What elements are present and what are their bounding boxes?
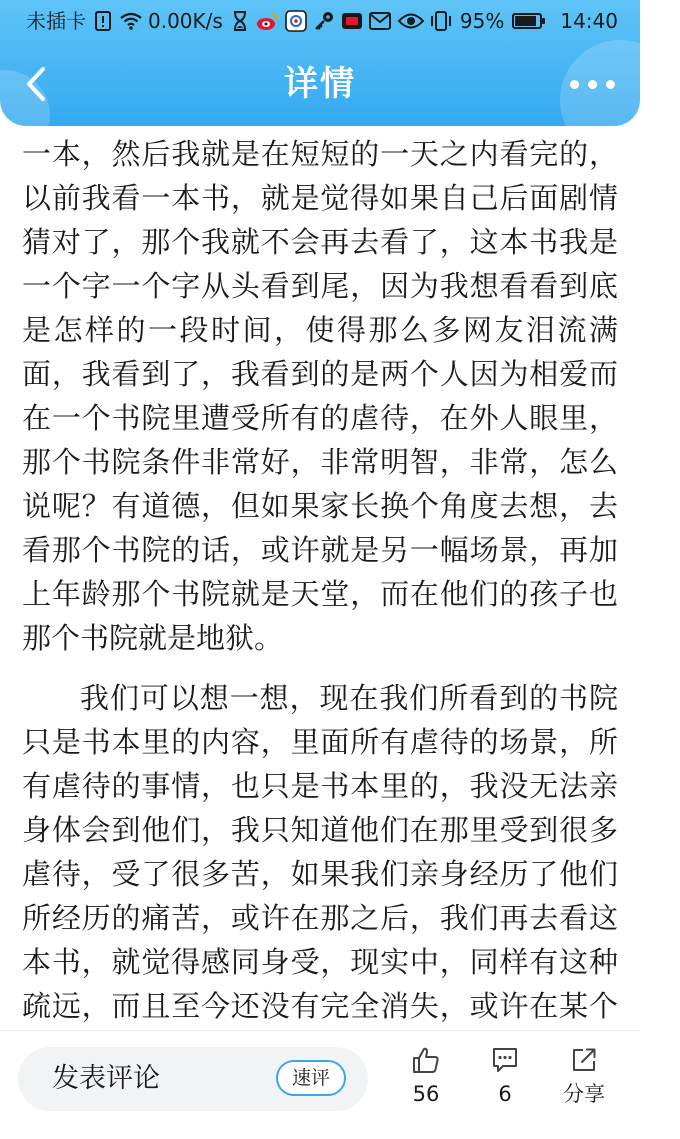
more-dot [606, 80, 615, 89]
like-count: 56 [412, 1082, 440, 1106]
article-paragraph: 一本，然后我就是在短短的一天之内看完的，以前我看一本书，就是觉得如果自己后面剧情猜对了，那个我就不会再去看了，这本书我是一个字一个字从头看到尾，因为我想看看到底是怎样的一段时间，使得那么多网友泪流满面，我看到了，我看到的是两个人因为相爱而在一个书院里遭受所有的虐待，在外人眼里，那个书院条件非常好，非常明智，非常，怎么说呢？有道德，但如果家长换个角度去想，去看那个书院的话，或许就是另一幅场景，再加上年龄那个书院就是天堂，而在他们的孩子也那个书院就是地狱。 [22, 137, 618, 655]
bottom-action-bar [0, 1030, 640, 1139]
thumbs-up-icon [411, 1045, 441, 1075]
article-paragraph: 我们可以想一想，现在我们所看到的书院只是书本里的内容，里面所有虐待的场景，所有虐待的事情，也只是书本里的，我没无法亲身体会到他们，我只知道他们在那里受到很多虐待，受了很多苦，如果我们亲身经历了他们所经历的痛苦，或许在那之后，我们再去看这本书，就觉得感同身受，现实中，同样有这种疏远，而且至今还没有完全消失，或许在某个 [22, 681, 618, 1023]
share-button[interactable] [549, 1045, 619, 1125]
share-icon [569, 1045, 599, 1075]
status-bar [0, 0, 640, 44]
article-body [22, 132, 618, 1030]
comment-button[interactable] [470, 1045, 540, 1125]
weibo-icon [257, 10, 279, 32]
battery-percent: 95% [459, 9, 505, 33]
hourglass-icon [229, 10, 251, 32]
more-dot [588, 80, 597, 89]
comment-count: 6 [498, 1082, 512, 1106]
sim-alert-icon [92, 10, 114, 32]
more-button[interactable] [562, 62, 622, 106]
cast-icon [341, 10, 363, 32]
quick-review-button[interactable]: 速评 [276, 1060, 346, 1096]
mail-icon [369, 10, 391, 32]
like-button[interactable] [391, 1045, 461, 1125]
wifi-icon [120, 10, 142, 32]
page-title: 详情 [284, 64, 356, 104]
comment-placeholder: 发表评论 [52, 1063, 160, 1094]
clock: 14:40 [560, 9, 618, 33]
key-icon [313, 10, 335, 32]
more-dot [570, 80, 579, 89]
eye-icon [400, 10, 422, 32]
app-icon [285, 10, 307, 32]
network-speed: 0.00K/s [148, 9, 223, 33]
comment-input[interactable] [18, 1047, 368, 1111]
header [0, 0, 640, 126]
battery-icon [512, 13, 542, 29]
share-label: 分享 [563, 1082, 605, 1106]
comment-bubble-icon [490, 1045, 520, 1075]
status-left [26, 9, 391, 33]
status-right [400, 9, 618, 33]
carrier-label: 未插卡 [26, 9, 86, 33]
battery-level [515, 16, 536, 26]
vibrate-icon [430, 10, 452, 32]
title-bar [0, 50, 640, 120]
